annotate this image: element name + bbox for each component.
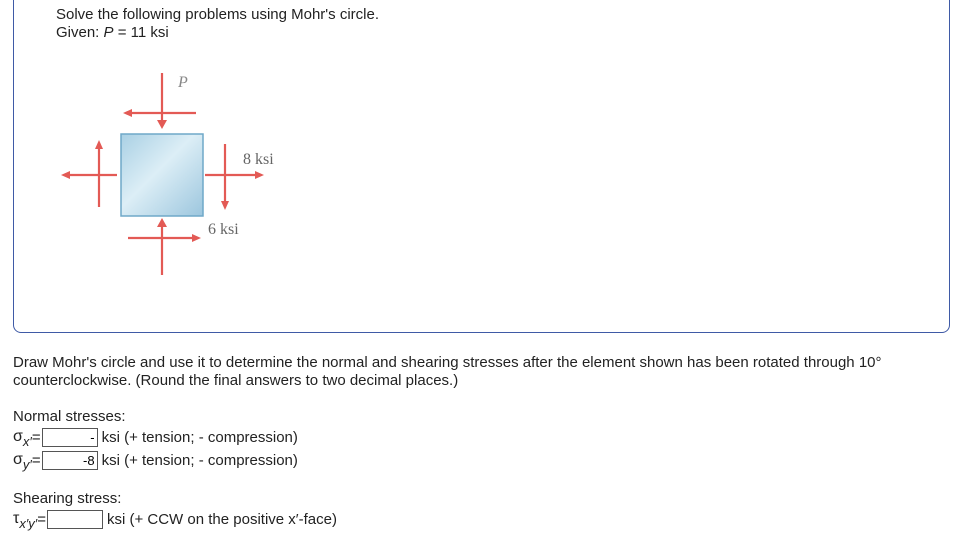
bottom-normal-arrow	[128, 218, 201, 275]
sigma-y-subscript: y′	[22, 456, 32, 472]
tau-unit: ksi (+ CCW on the positive x′-face)	[106, 510, 337, 528]
given-value: = 11 ksi	[113, 24, 169, 41]
stress-element	[121, 134, 203, 216]
sigma-x-unit: ksi (+ tension; - compression)	[101, 428, 298, 446]
label-p: P	[178, 74, 188, 91]
sigma-x-input[interactable]	[42, 428, 98, 447]
sigma-x-subscript: x′	[22, 433, 32, 449]
stress-element-figure	[55, 65, 295, 283]
sigma-x-symbol: σ	[13, 428, 23, 445]
sigma-x-row: σ x′ = - ksi (+ tension; - compression)	[13, 427, 298, 447]
normal-stresses-label: Normal stresses:	[13, 408, 126, 425]
question-text: Draw Mohr's circle and use it to determine the normal and shearing stresses after the element shown has been rotated through 10° counterclockwise. (Round the final answers to two decimal places.)	[13, 354, 882, 389]
left-normal-arrow	[61, 140, 117, 207]
tau-row: τ x′y′ = ksi (+ CCW on the positive x′-face)	[13, 510, 337, 531]
problem-intro	[56, 6, 379, 42]
label-6-ksi: 6 ksi	[208, 221, 239, 238]
sigma-y-symbol: σ	[13, 451, 23, 468]
given-line: Given: P = 11 ksi	[56, 24, 169, 41]
label-8-ksi: 8 ksi	[243, 151, 274, 168]
given-variable: P	[103, 24, 114, 41]
sigma-y-input[interactable]	[42, 451, 98, 470]
sigma-y-unit: ksi (+ tension; - compression)	[101, 451, 298, 469]
tau-symbol: τ	[13, 510, 20, 527]
tau-input[interactable]	[47, 510, 103, 529]
instruction-text: Solve the following problems using Mohr's circle.	[56, 6, 380, 23]
sigma-y-row: σ y′ = -8 ksi (+ tension; - compression)	[13, 450, 298, 470]
shearing-stress-label: Shearing stress:	[13, 490, 122, 507]
tau-subscript: x′y′	[19, 515, 38, 531]
